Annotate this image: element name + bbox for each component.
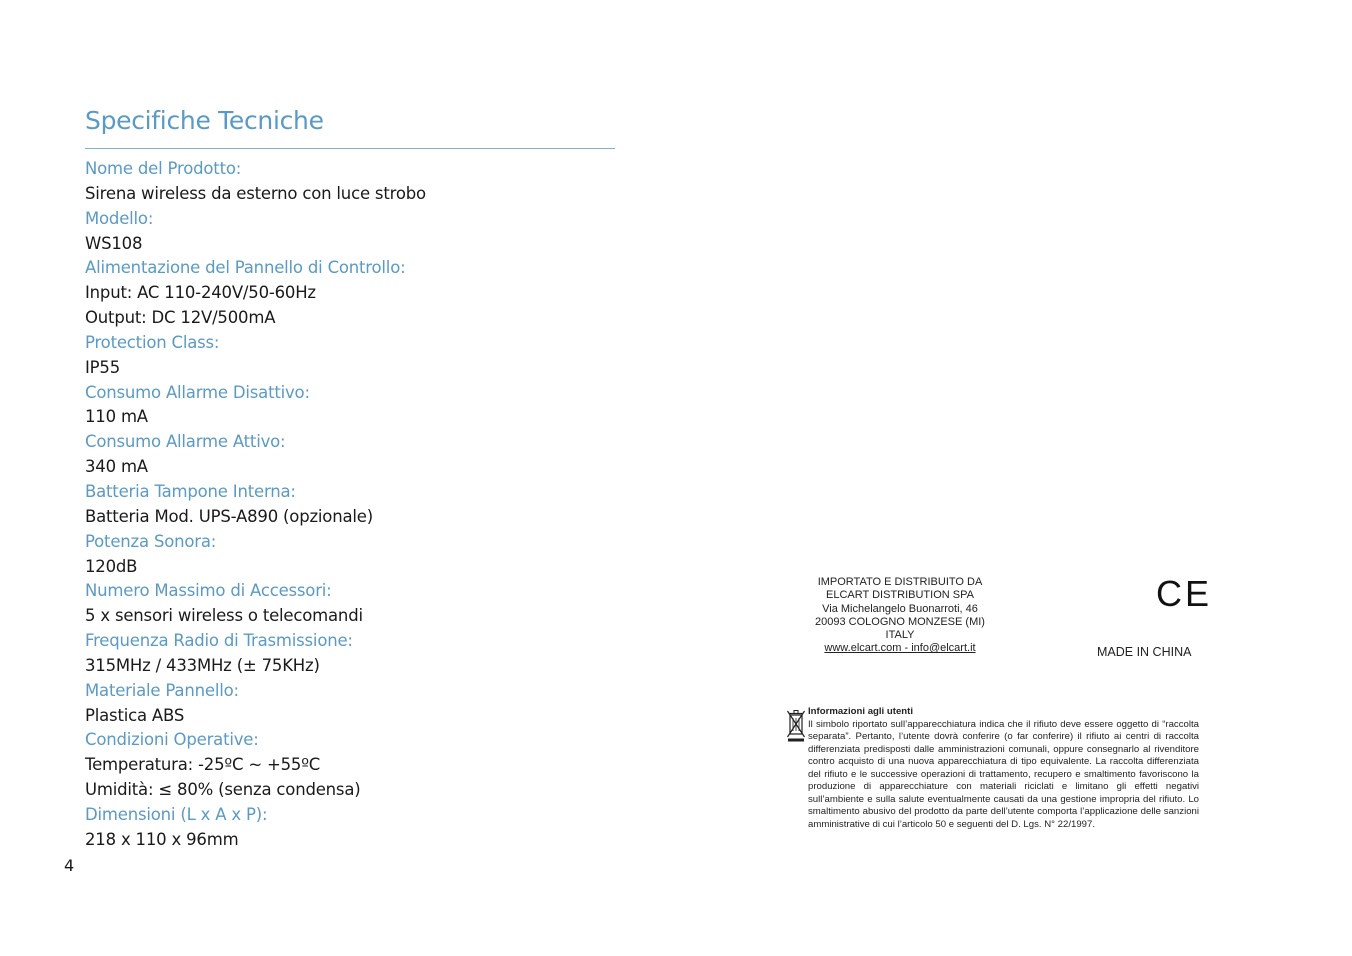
spec-label: Condizioni Operative: (85, 730, 259, 750)
user-info-body: Il simbolo riportato sull’apparecchiatura indica che il rifiuto deve essere oggetto di “raccolta separata”. Pertanto, l’utente dovrà conferire (o far conferire) il rifiuto ai centri di raccolta differenziata predisposti dalle amministrazioni comunali, oppure consegnarlo al rivenditore contro acquisto di una nuova apparecchiatura di tipo equivalente. La raccolta differenziata del rifiuto e le successive operazioni di trattamento, recupero e smaltimento favoriscono la produzione di apparecchiature con materiali riciclati e limitano gli effetti negativi sull’ambiente e sulla salute eventualmente causati da una gestione impropria del rifiuto. Lo smaltimento abusivo del prodotto da parte dell’utente comporta l’applicazione delle sanzioni amministrative di cui l’articolo 50 e seguenti del D. Lgs. N° 22/1997. (808, 718, 1199, 830)
spec-label: Materiale Pannello: (85, 680, 239, 700)
spec-label: Consumo Allarme Attivo: (85, 432, 286, 452)
spec-label: Modello: (85, 208, 154, 228)
weee-crossed-bin-icon (787, 708, 805, 742)
spec-value: Output: DC 12V/500mA (85, 308, 276, 328)
page-title: Specifiche Tecniche (85, 106, 324, 135)
spec-value: 120dB (85, 556, 138, 576)
spec-list (85, 157, 426, 853)
spec-value: Umidità: ≤ 80% (senza condensa) (85, 780, 361, 800)
spec-label: Numero Massimo di Accessori: (85, 581, 332, 601)
spec-value: 218 x 110 x 96mm (85, 829, 239, 849)
spec-label: Dimensioni (L x A x P): (85, 804, 268, 824)
page-number: 4 (64, 856, 75, 875)
spec-value: Input: AC 110-240V/50-60Hz (85, 283, 316, 303)
importer-address (790, 576, 1010, 656)
importer-web-link[interactable]: www.elcart.com - info@elcart.it (824, 642, 976, 655)
importer-company: ELCART DISTRIBUTION SPA (826, 589, 974, 602)
spec-value: IP55 (85, 357, 121, 377)
spec-value: Batteria Mod. UPS-A890 (opzionale) (85, 506, 373, 526)
spec-value: Plastica ABS (85, 705, 185, 725)
made-in-label: MADE IN CHINA (1097, 645, 1192, 659)
spec-label: Alimentazione del Pannello di Controllo: (85, 258, 406, 278)
spec-value: Temperatura: -25ºC ~ +55ºC (85, 755, 321, 775)
spec-label: Consumo Allarme Disattivo: (85, 382, 310, 402)
spec-value: 315MHz / 433MHz (± 75KHz) (85, 655, 320, 675)
importer-city: 20093 COLOGNO MONZESE (MI) (815, 615, 985, 628)
spec-label: Potenza Sonora: (85, 531, 217, 551)
ce-mark-logo: CE (1156, 573, 1213, 614)
importer-line: IMPORTATO E DISTRIBUITO DA (817, 576, 983, 588)
spec-value: Sirena wireless da esterno con luce strobo (85, 183, 426, 203)
importer-street: Via Michelangelo Buonarroti, 46 (822, 602, 978, 615)
spec-label: Nome del Prodotto: (85, 159, 242, 178)
spec-value: 5 x sensori wireless o telecomandi (85, 606, 363, 626)
user-info-title: Informazioni agli utenti (808, 706, 913, 717)
spec-value: WS108 (85, 233, 143, 253)
spec-value: 110 mA (85, 407, 148, 427)
importer-country: ITALY (885, 629, 915, 642)
spec-label: Protection Class: (85, 332, 220, 352)
spec-label: Batteria Tampone Interna: (85, 481, 296, 501)
spec-value: 340 mA (85, 457, 148, 477)
title-divider (85, 148, 615, 149)
user-info-block (808, 706, 1199, 831)
spec-label: Frequenza Radio di Trasmissione: (85, 631, 353, 651)
